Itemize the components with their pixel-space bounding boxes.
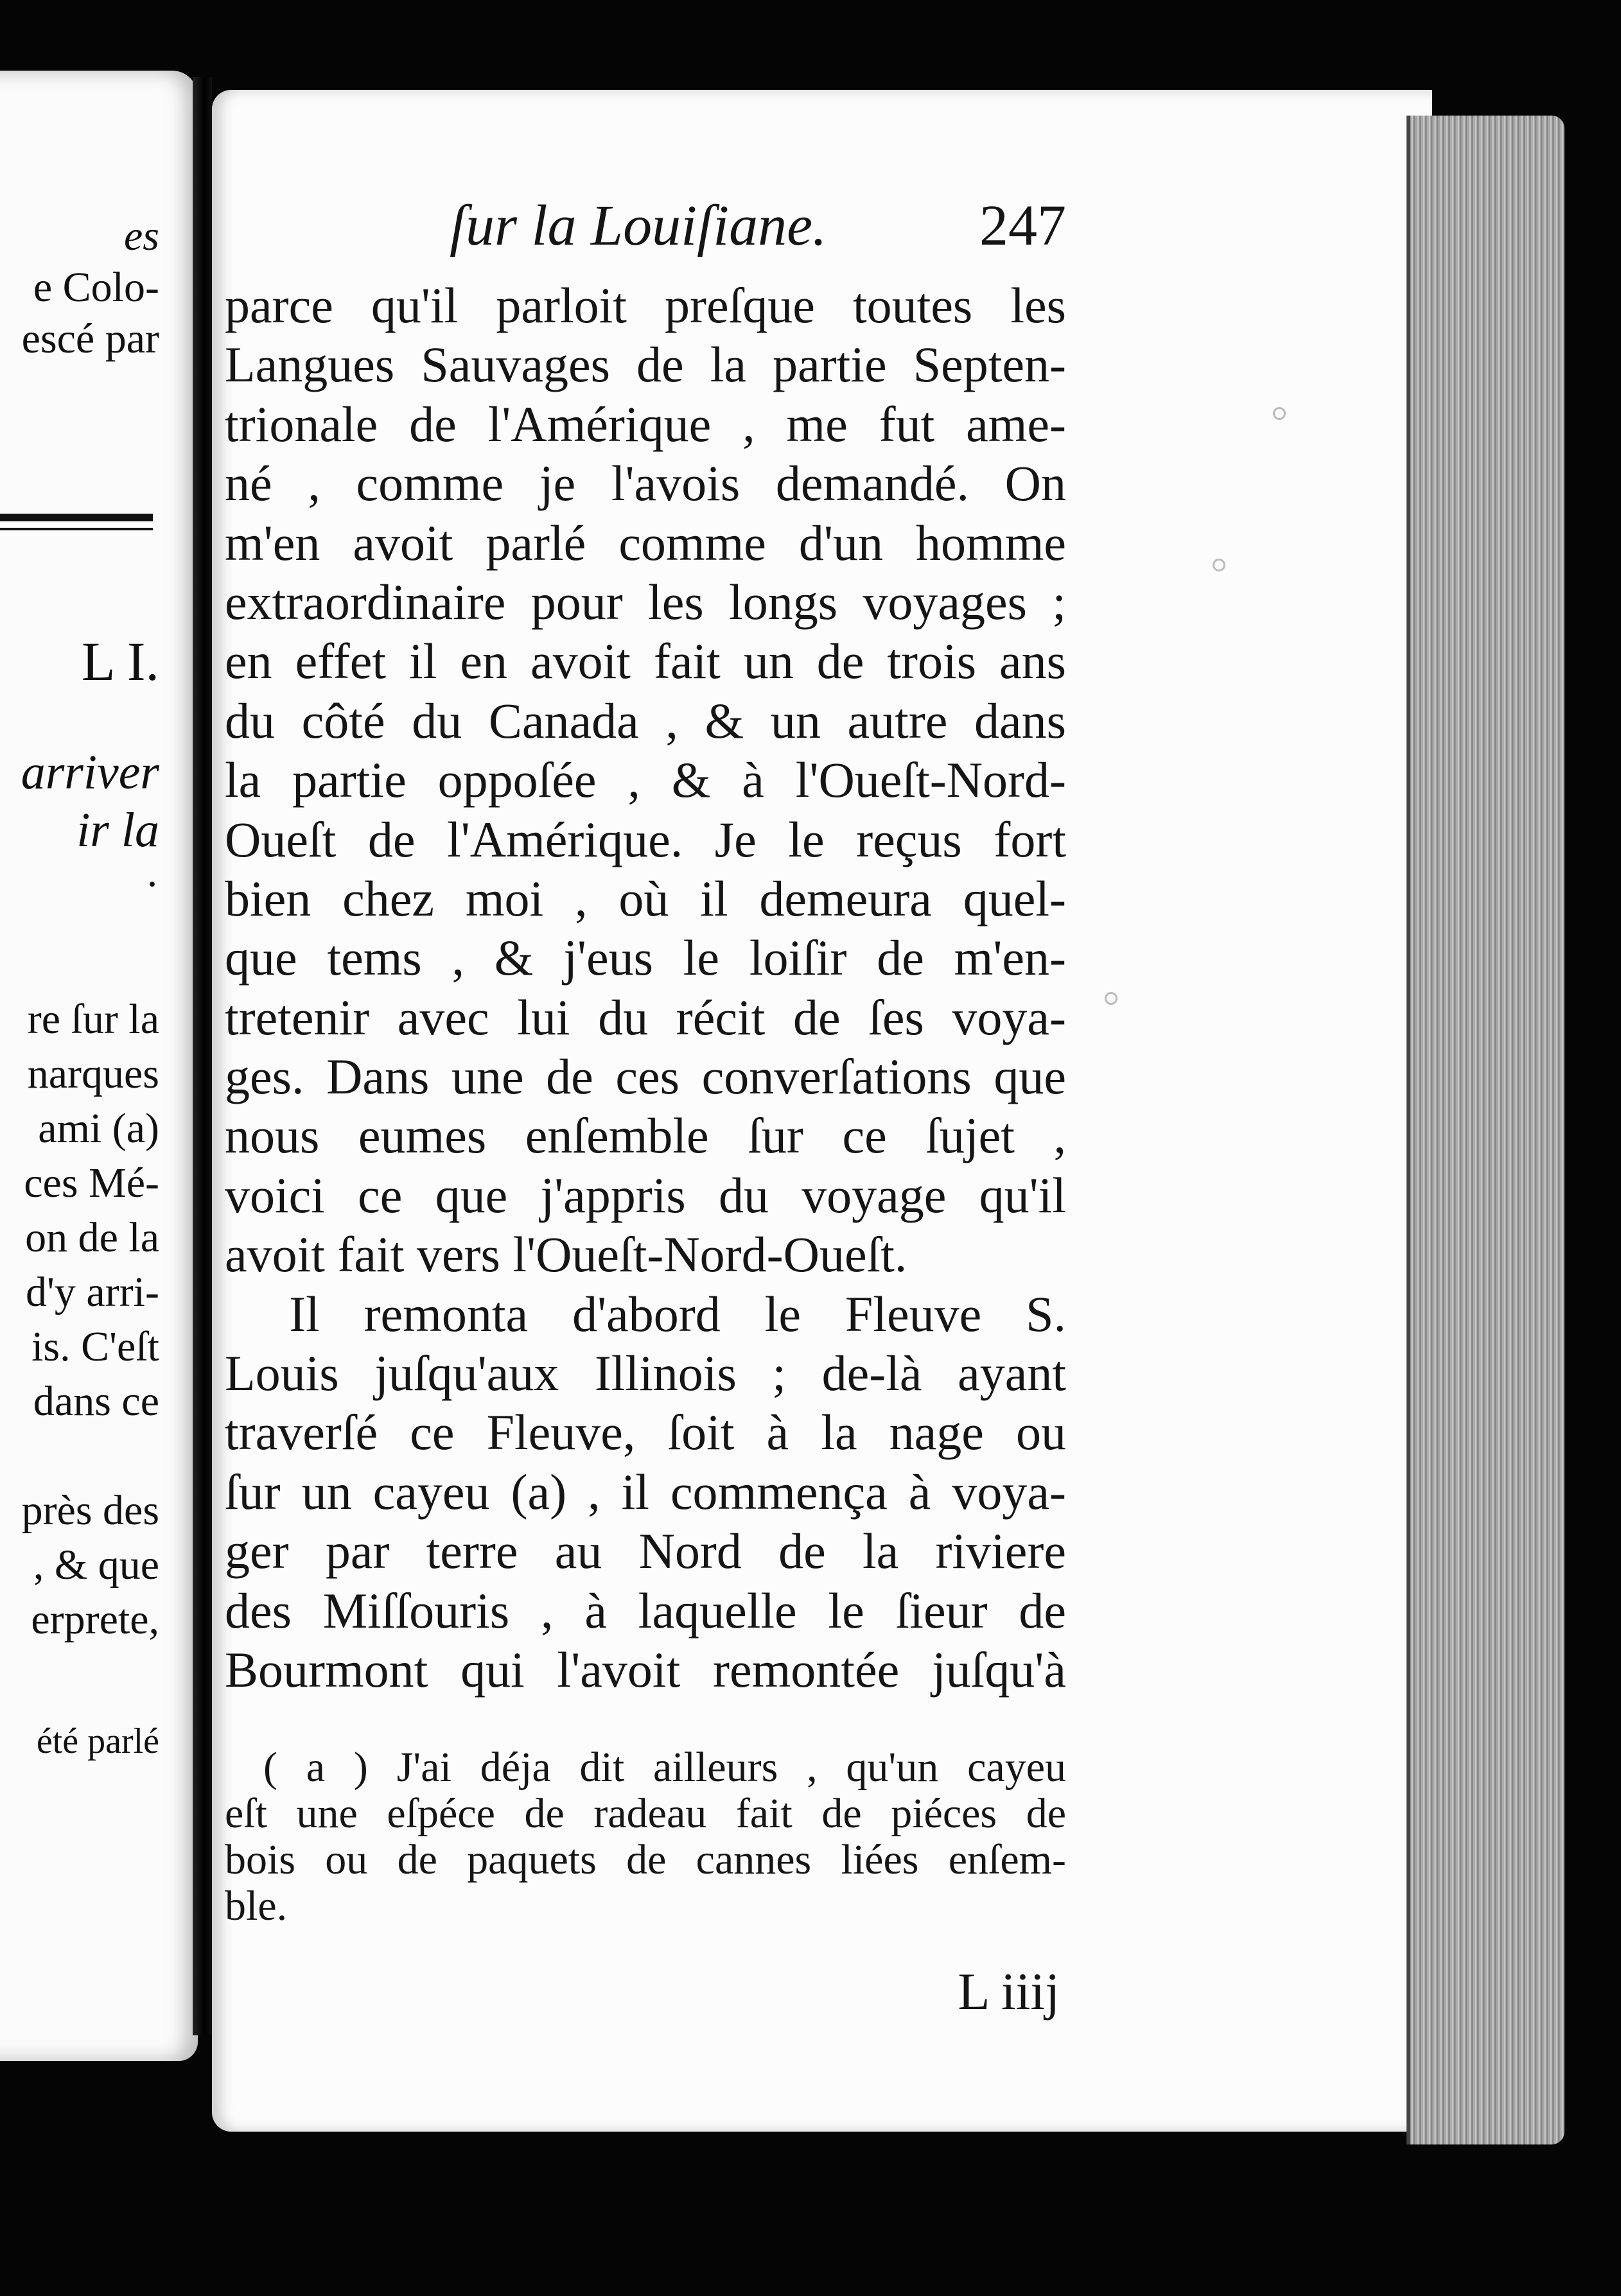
text-line: parce qu'il parloit preſque toutes les: [225, 277, 1066, 333]
text-line: né , comme je l'avois demandé. On: [225, 455, 1066, 512]
text-line: bien chez moi , où il demeura quel-: [225, 870, 1066, 926]
left-page-fragment: ces Mé-: [24, 1160, 159, 1206]
footnote: [225, 1744, 1066, 1929]
left-page-fragment: ir la: [76, 803, 159, 857]
left-page-fragment: été parlé: [36, 1721, 159, 1761]
text-line: du côté du Canada , & un autre dans: [225, 692, 1066, 749]
text-line: la partie oppoſée , & à l'Oueſt-Nord-: [225, 752, 1066, 808]
left-page-fragment: on de la: [25, 1214, 159, 1261]
text-line: voici ce que j'appris du voyage qu'il: [225, 1167, 1066, 1223]
ornamental-rule: [0, 514, 153, 521]
text-line: Il remonta d'abord le Fleuve S.: [289, 1285, 1066, 1342]
text-line: que tems , & j'eus le loiſir de m'en-: [225, 930, 1066, 986]
paper-speck: [1105, 992, 1117, 1005]
paper-speck: [1213, 559, 1225, 571]
text-line: Louis juſqu'aux Illinois ; de-là ayant: [225, 1345, 1066, 1402]
chapter-number: L I.: [82, 631, 159, 692]
ornamental-rule: [0, 528, 153, 530]
page-edges: [1406, 116, 1564, 2144]
left-page-fragment: dans ce: [33, 1378, 159, 1425]
text-line: traverſé ce Fleuve, ſoit à la nage ou: [225, 1404, 1066, 1461]
text-line: avoit fait vers l'Oueſt-Nord-Oueſt.: [225, 1226, 907, 1283]
book-gutter: [193, 77, 212, 2035]
left-page-fragment: e Colo-: [33, 264, 159, 311]
text-line: des Miſſouris , à laquelle le ſieur de: [225, 1582, 1066, 1639]
left-page-fragment: erprete,: [31, 1596, 159, 1643]
text-line: Langues Sauvages de la partie Septen-: [225, 336, 1066, 393]
left-page-fragment: arriver: [21, 745, 159, 799]
text-line: ger par terre au Nord de la riviere: [225, 1523, 1066, 1579]
text-line: ſur un cayeu (a) , il commença à voya-: [225, 1463, 1066, 1520]
left-page-fragment: ami (a): [38, 1105, 159, 1152]
left-page-fragment: narques: [27, 1050, 159, 1097]
body-text: [225, 276, 1066, 1700]
text-line: en effet il en avoit fait un de trois ans: [225, 633, 1066, 690]
left-page-fragment: is. C'eſt: [31, 1323, 159, 1370]
text-line: Oueſt de l'Amérique. Je le reçus fort: [225, 811, 1066, 867]
left-page-fragment: es: [124, 213, 159, 259]
text-line: tretenir avec lui du récit de ſes voya-: [225, 989, 1066, 1045]
page-text: [225, 193, 1066, 2022]
footnote-line: ( a ) J'ai déja dit ailleurs , qu'un cayeu: [263, 1744, 1066, 1791]
running-title: ſur la Louiſiane.: [450, 194, 827, 257]
footnote-line: bois ou de paquets de cannes liées enſem-: [225, 1837, 1066, 1884]
left-page-fragment: , & que: [33, 1542, 159, 1588]
footnote-line: ble.: [225, 1883, 288, 1930]
text-line: nous eumes enſemble ſur ce ſujet ,: [225, 1108, 1066, 1164]
previous-page: [0, 71, 198, 2061]
text-line: ges. Dans une de ces converſations que: [225, 1048, 1066, 1105]
text-line: extraordinaire pour les longs voyages ;: [225, 573, 1066, 630]
left-page-fragment: ·: [145, 861, 159, 908]
text-line: trionale de l'Amérique , me fut ame-: [225, 396, 1066, 452]
paper-speck: [1273, 407, 1286, 420]
signature-mark: L iiij: [958, 1962, 1060, 2021]
text-line: Bourmont qui l'avoit remontée juſqu'à: [225, 1641, 1066, 1698]
text-line: m'en avoit parlé comme d'un homme: [225, 514, 1066, 571]
footnote-line: eſt une eſpéce de radeau fait de piéces de: [225, 1791, 1066, 1838]
left-page-fragment: près des: [21, 1487, 159, 1534]
left-page-fragment: escé par: [21, 315, 159, 362]
running-head: [225, 193, 1066, 276]
left-page-fragment: re ſur la: [27, 996, 159, 1043]
left-page-fragment: d'y arri-: [26, 1269, 159, 1316]
page-number: 247: [979, 194, 1066, 257]
